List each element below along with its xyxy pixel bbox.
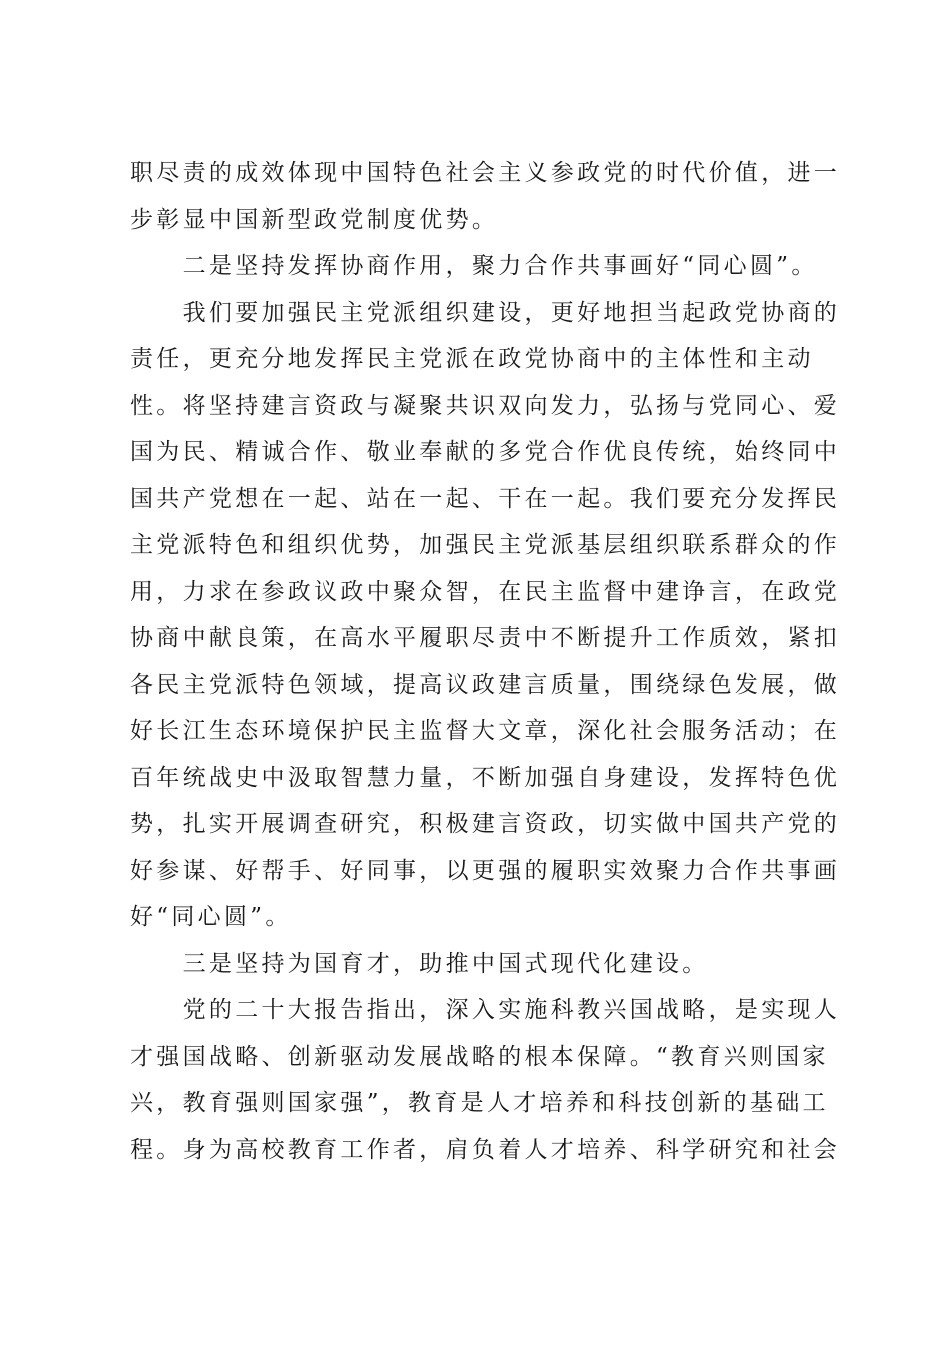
text-line: 好“同心圆”。 <box>130 904 292 930</box>
text-line: 责任，更充分地发挥民主党派在政党协商中的主体性和主动 <box>130 346 814 372</box>
text-line: 好参谋、好帮手、好同事，以更强的履职实效聚力合作共事画 <box>130 857 841 884</box>
text-line: 各民主党派特色领域，提高议政建言质量，围绕绿色发展，做 <box>130 671 841 698</box>
text-line: 才强国战略、创新驱动发展战略的根本保障。“教育兴则国家 <box>130 1043 829 1070</box>
text-line: 职尽责的成效体现中国特色社会主义参政党的时代价值，进一 <box>130 160 841 186</box>
text-line: 协商中献良策，在高水平履职尽责中不断提升工作质效，紧扣 <box>130 625 841 651</box>
section-heading: 二是坚持发挥协商作用，聚力合作共事画好“同心圆”。 <box>130 253 818 279</box>
text-line: 好长江生态环境保护民主监督大文章，深化社会服务活动；在 <box>130 718 841 744</box>
text-line: 兴，教育强则国家强”，教育是人才培养和科技创新的基础工 <box>130 1090 829 1116</box>
text-line: 势，扎实开展调查研究，积极建言资政，切实做中国共产党的 <box>130 811 841 837</box>
text-line: 程。身为高校教育工作者，肩负着人才培养、科学研究和社会 <box>130 1136 841 1163</box>
text-line: 百年统战史中汲取智慧力量，不断加强自身建设，发挥特色优 <box>130 764 841 791</box>
document-page <box>130 150 841 1173</box>
text-line: 主党派特色和组织优势，加强民主党派基层组织联系群众的作 <box>130 532 841 558</box>
text-line: 国为民、精诚合作、敬业奉献的多党合作优良传统，始终同中 <box>130 439 841 465</box>
text-line: 党的二十大报告指出，深入实施科教兴国战略，是实现人 <box>130 997 841 1023</box>
text-line: 步彰显中国新型政党制度优势。 <box>130 206 499 233</box>
text-line: 用，力求在参政议政中聚众智，在民主监督中建诤言，在政党 <box>130 578 841 605</box>
section-heading: 三是坚持为国育才，助推中国式现代化建设。 <box>130 950 709 977</box>
text-line: 我们要加强民主党派组织建设，更好地担当起政党协商的 <box>130 299 841 326</box>
text-line: 国共产党想在一起、站在一起、干在一起。我们要充分发挥民 <box>130 485 841 512</box>
text-line: 性。将坚持建言资政与凝聚共识双向发力，弘扬与党同心、爱 <box>130 392 841 419</box>
